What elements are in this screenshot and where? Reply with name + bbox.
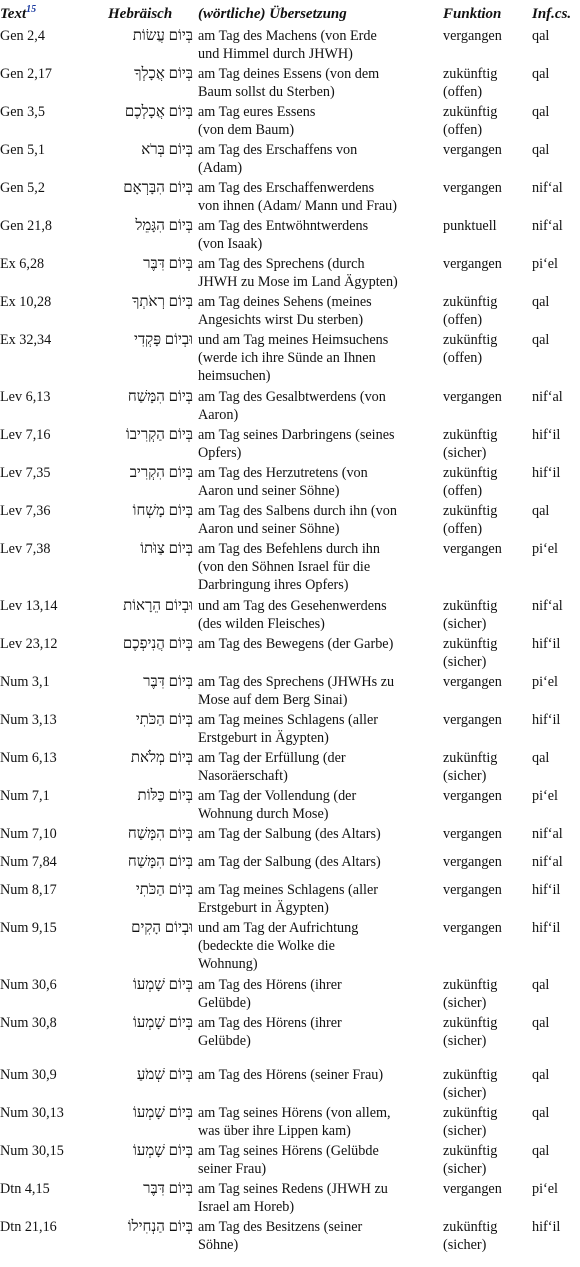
translation-line: Aaron und seiner Söhne) [198, 521, 340, 537]
row-hebrew: בְּיוֹם בְּרֹא [141, 142, 193, 158]
row-function [443, 597, 533, 633]
translation-line: am Tag des Erschaffens von [198, 142, 358, 158]
row-function [443, 711, 533, 729]
row-reference: Num 7,1 [0, 788, 50, 804]
row-reference: Num 6,13 [0, 750, 57, 766]
row-hebrew: בְּיוֹם הִמָּשַׁח [127, 389, 193, 405]
row-reference: Lev 7,38 [0, 541, 51, 557]
function-line: vergangen [443, 256, 502, 272]
function-line: vergangen [443, 541, 502, 557]
function-line: (sicher) [443, 995, 487, 1011]
translation-line: Darbringung ihres Opfers) [198, 577, 349, 593]
translation-line: (bedeckte die Wolke die [198, 938, 335, 954]
row-reference: Num 8,17 [0, 882, 57, 898]
row-function [443, 1218, 533, 1254]
row-hebrew: בְּיוֹם דִּבֶּר [143, 256, 193, 272]
translation-line: am Tag des Machens (von Erde [198, 28, 377, 44]
row-function [443, 540, 533, 558]
row-translation [198, 103, 438, 139]
function-line: vergangen [443, 389, 502, 405]
translation-line: am Tag seines Redens (JHWH zu [198, 1181, 388, 1197]
row-reference: Num 9,15 [0, 920, 57, 936]
function-line: (sicher) [443, 616, 487, 632]
row-translation [198, 141, 438, 177]
row-function [443, 1180, 533, 1198]
header-function: Funktion [443, 6, 502, 22]
function-line: vergangen [443, 712, 502, 728]
row-translation [198, 1142, 438, 1178]
row-hebrew: בְּיוֹם מָשְׁחוֹ [132, 503, 193, 519]
translation-line: (von dem Baum) [198, 122, 295, 138]
row-translation [198, 749, 438, 785]
row-function [443, 293, 533, 329]
row-reference: Num 30,8 [0, 1015, 57, 1031]
row-function [443, 853, 533, 871]
translation-line: am Tag des Herzutretens (von [198, 465, 368, 481]
translation-line: am Tag des Bewegens (der Garbe) [198, 636, 394, 652]
row-infcs: qal [532, 332, 550, 348]
row-reference: Lev 7,36 [0, 503, 51, 519]
translation-line: am Tag eures Essens [198, 104, 316, 120]
row-translation [198, 1180, 438, 1216]
translation-line: am Tag meines Schlagens (aller [198, 712, 378, 728]
translation-line: heimsuchen) [198, 368, 271, 384]
row-infcs: qal [532, 66, 550, 82]
translation-line: (von Isaak) [198, 236, 263, 252]
row-reference: Dtn 4,15 [0, 1181, 50, 1197]
row-translation [198, 919, 438, 973]
row-hebrew: בְּיוֹם הִגָּמֵל [135, 218, 193, 234]
translation-line: am Tag deines Essens (von dem [198, 66, 380, 82]
row-function [443, 179, 533, 197]
translation-line: am Tag des Gesalbtwerdens (von [198, 389, 386, 405]
row-function [443, 426, 533, 462]
translation-line: Baum sollst du Sterben) [198, 84, 335, 100]
translation-line: am Tag der Erfüllung (der [198, 750, 346, 766]
translation-line: (werde ich ihre Sünde an Ihnen [198, 350, 376, 366]
function-line: zukünftig [443, 1219, 498, 1235]
row-infcs: qal [532, 1015, 550, 1031]
row-reference: Gen 2,4 [0, 28, 45, 44]
row-function [443, 464, 533, 500]
function-line: (offen) [443, 84, 483, 100]
row-hebrew: בְּיוֹם עֲשׂוֹת [132, 28, 193, 44]
function-line: zukünftig [443, 977, 498, 993]
row-infcs: hif‘il [532, 882, 561, 898]
translation-line: am Tag seines Darbringens (seines [198, 427, 395, 443]
translation-line: was über ihre Lippen kam) [198, 1123, 351, 1139]
row-hebrew: בְּיוֹם שָׁמְעוֹ [133, 1015, 193, 1031]
row-infcs: nif‘al [532, 826, 563, 842]
row-translation [198, 1218, 438, 1254]
row-infcs: nif‘al [532, 218, 563, 234]
row-infcs: qal [532, 1067, 550, 1083]
function-line: vergangen [443, 882, 502, 898]
row-hebrew: בְּיוֹם הַקְרִיבוֹ [125, 427, 193, 443]
function-line: (sicher) [443, 1237, 487, 1253]
translation-line: am Tag des Sprechens (JHWHs zu [198, 674, 395, 690]
function-line: vergangen [443, 674, 502, 690]
header-text-label: Text [0, 6, 27, 22]
row-hebrew: בְּיוֹם הִבָּרְאָם [123, 180, 193, 196]
row-reference: Ex 6,28 [0, 256, 45, 272]
row-infcs: hif‘il [532, 636, 561, 652]
row-function [443, 787, 533, 805]
function-line: zukünftig [443, 465, 498, 481]
function-line: (sicher) [443, 1123, 487, 1139]
function-line: (sicher) [443, 445, 487, 461]
function-line: zukünftig [443, 750, 498, 766]
row-translation [198, 1104, 438, 1140]
translation-line: (von den Söhnen Israel für die [198, 559, 371, 575]
translation-line: von ihnen (Adam/ Mann und Frau) [198, 198, 397, 214]
row-reference: Lev 6,13 [0, 389, 51, 405]
row-translation [198, 293, 438, 329]
row-hebrew: בְּיוֹם הַכֹּתִי [135, 882, 193, 898]
row-infcs: hif‘il [532, 1219, 561, 1235]
row-translation [198, 217, 438, 253]
row-reference: Num 3,1 [0, 674, 50, 690]
function-line: zukünftig [443, 1143, 498, 1159]
translation-line: seiner Frau) [198, 1161, 267, 1177]
row-hebrew: בְּיוֹם הֲנִיפְכֶם [122, 636, 193, 652]
header-infcs: Inf.cs. [532, 6, 572, 22]
row-function [443, 65, 533, 101]
row-infcs: hif‘il [532, 920, 561, 936]
row-function [443, 141, 533, 159]
row-infcs: qal [532, 503, 550, 519]
translation-line: Erstgeburt in Ägypten) [198, 730, 329, 746]
translation-line: und am Tag der Aufrichtung [198, 920, 359, 936]
row-infcs: qal [532, 750, 550, 766]
row-reference: Ex 10,28 [0, 294, 52, 310]
row-function [443, 673, 533, 691]
translation-line: am Tag des Sprechens (durch [198, 256, 365, 272]
translation-line: am Tag des Besitzens (seiner [198, 1219, 363, 1235]
row-reference: Num 30,6 [0, 977, 57, 993]
row-infcs: pi‘el [532, 256, 558, 272]
row-function [443, 635, 533, 671]
translation-line: Wohnung) [198, 956, 258, 972]
row-translation [198, 881, 438, 917]
row-reference: Lev 13,14 [0, 598, 58, 614]
row-hebrew: בְּיוֹם שָׁמְעוֹ [133, 1143, 193, 1159]
row-hebrew: בְּיוֹם שָׁמְעוֹ [133, 1105, 193, 1121]
function-line: vergangen [443, 826, 502, 842]
row-infcs: qal [532, 28, 550, 44]
row-translation [198, 502, 438, 538]
row-infcs: nif‘al [532, 180, 563, 196]
translation-line: am Tag deines Sehens (meines [198, 294, 372, 310]
row-reference: Num 3,13 [0, 712, 57, 728]
function-line: vergangen [443, 28, 502, 44]
row-infcs: qal [532, 294, 550, 310]
row-infcs: pi‘el [532, 1181, 558, 1197]
row-function [443, 825, 533, 843]
table-header [0, 6, 580, 26]
translation-line: (des wilden Fleisches) [198, 616, 325, 632]
translation-line: Aaron) [198, 407, 239, 423]
row-function [443, 27, 533, 45]
row-hebrew: בְּיוֹם שָׁמְעוֹ [133, 977, 193, 993]
function-line: vergangen [443, 788, 502, 804]
row-reference: Num 30,13 [0, 1105, 64, 1121]
row-reference: Gen 5,2 [0, 180, 45, 196]
row-hebrew: בְּיוֹם מְלֹאת [130, 750, 193, 766]
row-translation [198, 1014, 438, 1050]
row-function [443, 331, 533, 367]
row-infcs: nif‘al [532, 598, 563, 614]
row-reference: Lev 7,16 [0, 427, 51, 443]
translation-line: Angesichts wirst Du sterben) [198, 312, 364, 328]
row-reference: Num 30,15 [0, 1143, 64, 1159]
translation-line: Erstgeburt in Ägypten) [198, 900, 329, 916]
row-function [443, 217, 533, 235]
translation-line: am Tag des Hörens (seiner Frau) [198, 1067, 384, 1083]
translation-line: (Adam) [198, 160, 243, 176]
translation-line: und am Tag meines Heimsuchens [198, 332, 389, 348]
translation-line: am Tag seines Hörens (Gelübde [198, 1143, 379, 1159]
function-line: zukünftig [443, 1105, 498, 1121]
row-infcs: qal [532, 1143, 550, 1159]
row-infcs: nif‘al [532, 389, 563, 405]
function-line: (sicher) [443, 1033, 487, 1049]
footnote-marker[interactable]: 15 [26, 4, 37, 15]
row-translation [198, 331, 438, 385]
row-infcs: nif‘al [532, 854, 563, 870]
row-reference: Num 30,9 [0, 1067, 57, 1083]
row-translation [198, 825, 438, 843]
translation-line: Israel am Horeb) [198, 1199, 295, 1215]
translation-line: Gelübde) [198, 1033, 251, 1049]
row-reference: Gen 5,1 [0, 142, 45, 158]
translation-line: am Tag der Salbung (des Altars) [198, 826, 381, 842]
row-translation [198, 388, 438, 424]
row-function [443, 919, 533, 937]
row-hebrew: בְּיוֹם הִמָּשַׁח [127, 854, 193, 870]
row-hebrew: בְּיוֹם רְאֹתְךָ [132, 294, 193, 310]
row-function [443, 881, 533, 899]
row-translation [198, 853, 438, 871]
function-line: (sicher) [443, 654, 487, 670]
translation-line: am Tag des Entwöhntwerdens [198, 218, 369, 234]
translation-line: Opfers) [198, 445, 242, 461]
row-translation [198, 711, 438, 747]
row-function [443, 1014, 533, 1050]
header-text [0, 6, 36, 23]
row-hebrew: וּבְיוֹם הָקִים [131, 920, 193, 936]
translation-line: Mose auf dem Berg Sinai) [198, 692, 348, 708]
function-line: zukünftig [443, 1067, 498, 1083]
row-function [443, 1104, 533, 1140]
row-infcs: qal [532, 104, 550, 120]
row-translation [198, 1066, 438, 1084]
row-translation [198, 597, 438, 633]
translation-line: am Tag des Erschaffenwerdens [198, 180, 375, 196]
translation-line: Söhne) [198, 1237, 239, 1253]
function-line: vergangen [443, 180, 502, 196]
function-line: vergangen [443, 142, 502, 158]
row-hebrew: וּבְיוֹם פָּקְדִי [134, 332, 193, 348]
row-translation [198, 787, 438, 823]
function-line: (offen) [443, 483, 483, 499]
row-translation [198, 179, 438, 215]
translation-line: und am Tag des Gesehenwerdens [198, 598, 387, 614]
row-function [443, 502, 533, 538]
translation-line: am Tag der Vollendung (der [198, 788, 357, 804]
row-hebrew: בְּיוֹם הִקְרִיב [129, 465, 193, 481]
translation-line: am Tag meines Schlagens (aller [198, 882, 378, 898]
function-line: (offen) [443, 350, 483, 366]
row-infcs: qal [532, 977, 550, 993]
row-translation [198, 255, 438, 291]
row-function [443, 1066, 533, 1102]
function-line: (sicher) [443, 1161, 487, 1177]
row-hebrew: וּבְיוֹם הֵרָאוֹת [123, 598, 193, 614]
function-line: zukünftig [443, 427, 498, 443]
function-line: zukünftig [443, 66, 498, 82]
row-function [443, 976, 533, 1012]
translation-line: am Tag seines Hörens (von allem, [198, 1105, 391, 1121]
row-infcs: qal [532, 1105, 550, 1121]
row-translation [198, 635, 438, 653]
row-reference: Num 7,10 [0, 826, 57, 842]
function-line: (offen) [443, 312, 483, 328]
row-infcs: hif‘il [532, 427, 561, 443]
function-line: (sicher) [443, 1085, 487, 1101]
function-line: zukünftig [443, 332, 498, 348]
function-line: vergangen [443, 1181, 502, 1197]
row-reference: Gen 2,17 [0, 66, 53, 82]
row-hebrew: בְּיוֹם הִמָּשַׁח [127, 826, 193, 842]
row-reference: Gen 21,8 [0, 218, 53, 234]
translation-line: am Tag der Salbung (des Altars) [198, 854, 381, 870]
row-infcs: pi‘el [532, 674, 558, 690]
translation-line: am Tag des Salbens durch ihn (von [198, 503, 397, 519]
header-translation: (wörtliche) Übersetzung [198, 6, 347, 22]
row-reference: Dtn 21,16 [0, 1219, 57, 1235]
translation-line: Nasoräerschaft) [198, 768, 288, 784]
function-line: zukünftig [443, 104, 498, 120]
row-translation [198, 464, 438, 500]
translation-line: am Tag des Hörens (ihrer [198, 977, 342, 993]
translation-line: Gelübde) [198, 995, 251, 1011]
row-translation [198, 27, 438, 63]
function-line: (sicher) [443, 768, 487, 784]
row-hebrew: בְּיוֹם שְׁמֹעַ [136, 1067, 193, 1083]
row-hebrew: בְּיוֹם דִּבֶּר [143, 1181, 193, 1197]
row-translation [198, 426, 438, 462]
row-reference: Lev 7,35 [0, 465, 51, 481]
row-hebrew: בְּיוֹם כַּלּוֹת [137, 788, 193, 804]
row-function [443, 749, 533, 785]
row-reference: Gen 3,5 [0, 104, 45, 120]
row-function [443, 388, 533, 406]
function-line: (offen) [443, 521, 483, 537]
function-line: zukünftig [443, 503, 498, 519]
row-infcs: pi‘el [532, 788, 558, 804]
row-infcs: hif‘il [532, 712, 561, 728]
row-function [443, 103, 533, 139]
function-line: zukünftig [443, 294, 498, 310]
row-function [443, 255, 533, 273]
translation-line: am Tag des Befehlens durch ihn [198, 541, 380, 557]
row-translation [198, 976, 438, 1012]
row-function [443, 1142, 533, 1178]
row-reference: Lev 23,12 [0, 636, 58, 652]
row-reference: Num 7,84 [0, 854, 57, 870]
function-line: zukünftig [443, 598, 498, 614]
row-hebrew: בְּיוֹם אֲכָלְכֶם [124, 104, 193, 120]
function-line: punktuell [443, 218, 497, 234]
function-line: vergangen [443, 920, 502, 936]
translation-line: Aaron und seiner Söhne) [198, 483, 340, 499]
function-line: vergangen [443, 854, 502, 870]
row-translation [198, 65, 438, 101]
row-hebrew: בְּיוֹם צַוֹּתוֹ [140, 541, 193, 557]
row-hebrew: בְּיוֹם הַנְחִילוֹ [127, 1219, 193, 1235]
row-infcs: qal [532, 142, 550, 158]
row-hebrew: בְּיוֹם אֲכָלְךָ [134, 66, 193, 82]
row-hebrew: בְּיוֹם הַכֹּתִי [135, 712, 193, 728]
header-hebrew: Hebräisch [108, 6, 173, 22]
function-line: (offen) [443, 122, 483, 138]
translation-line: am Tag des Hörens (ihrer [198, 1015, 342, 1031]
translation-line: Wohnung durch Mose) [198, 806, 329, 822]
function-line: zukünftig [443, 1015, 498, 1031]
function-line: zukünftig [443, 636, 498, 652]
translation-line: und Himmel durch JHWH) [198, 46, 353, 62]
row-hebrew: בְּיוֹם דִּבֶּר [143, 674, 193, 690]
row-translation [198, 673, 438, 709]
row-infcs: pi‘el [532, 541, 558, 557]
translation-line: JHWH zu Mose im Land Ägypten) [198, 274, 398, 290]
row-reference: Ex 32,34 [0, 332, 52, 348]
row-infcs: hif‘il [532, 465, 561, 481]
row-translation [198, 540, 438, 594]
